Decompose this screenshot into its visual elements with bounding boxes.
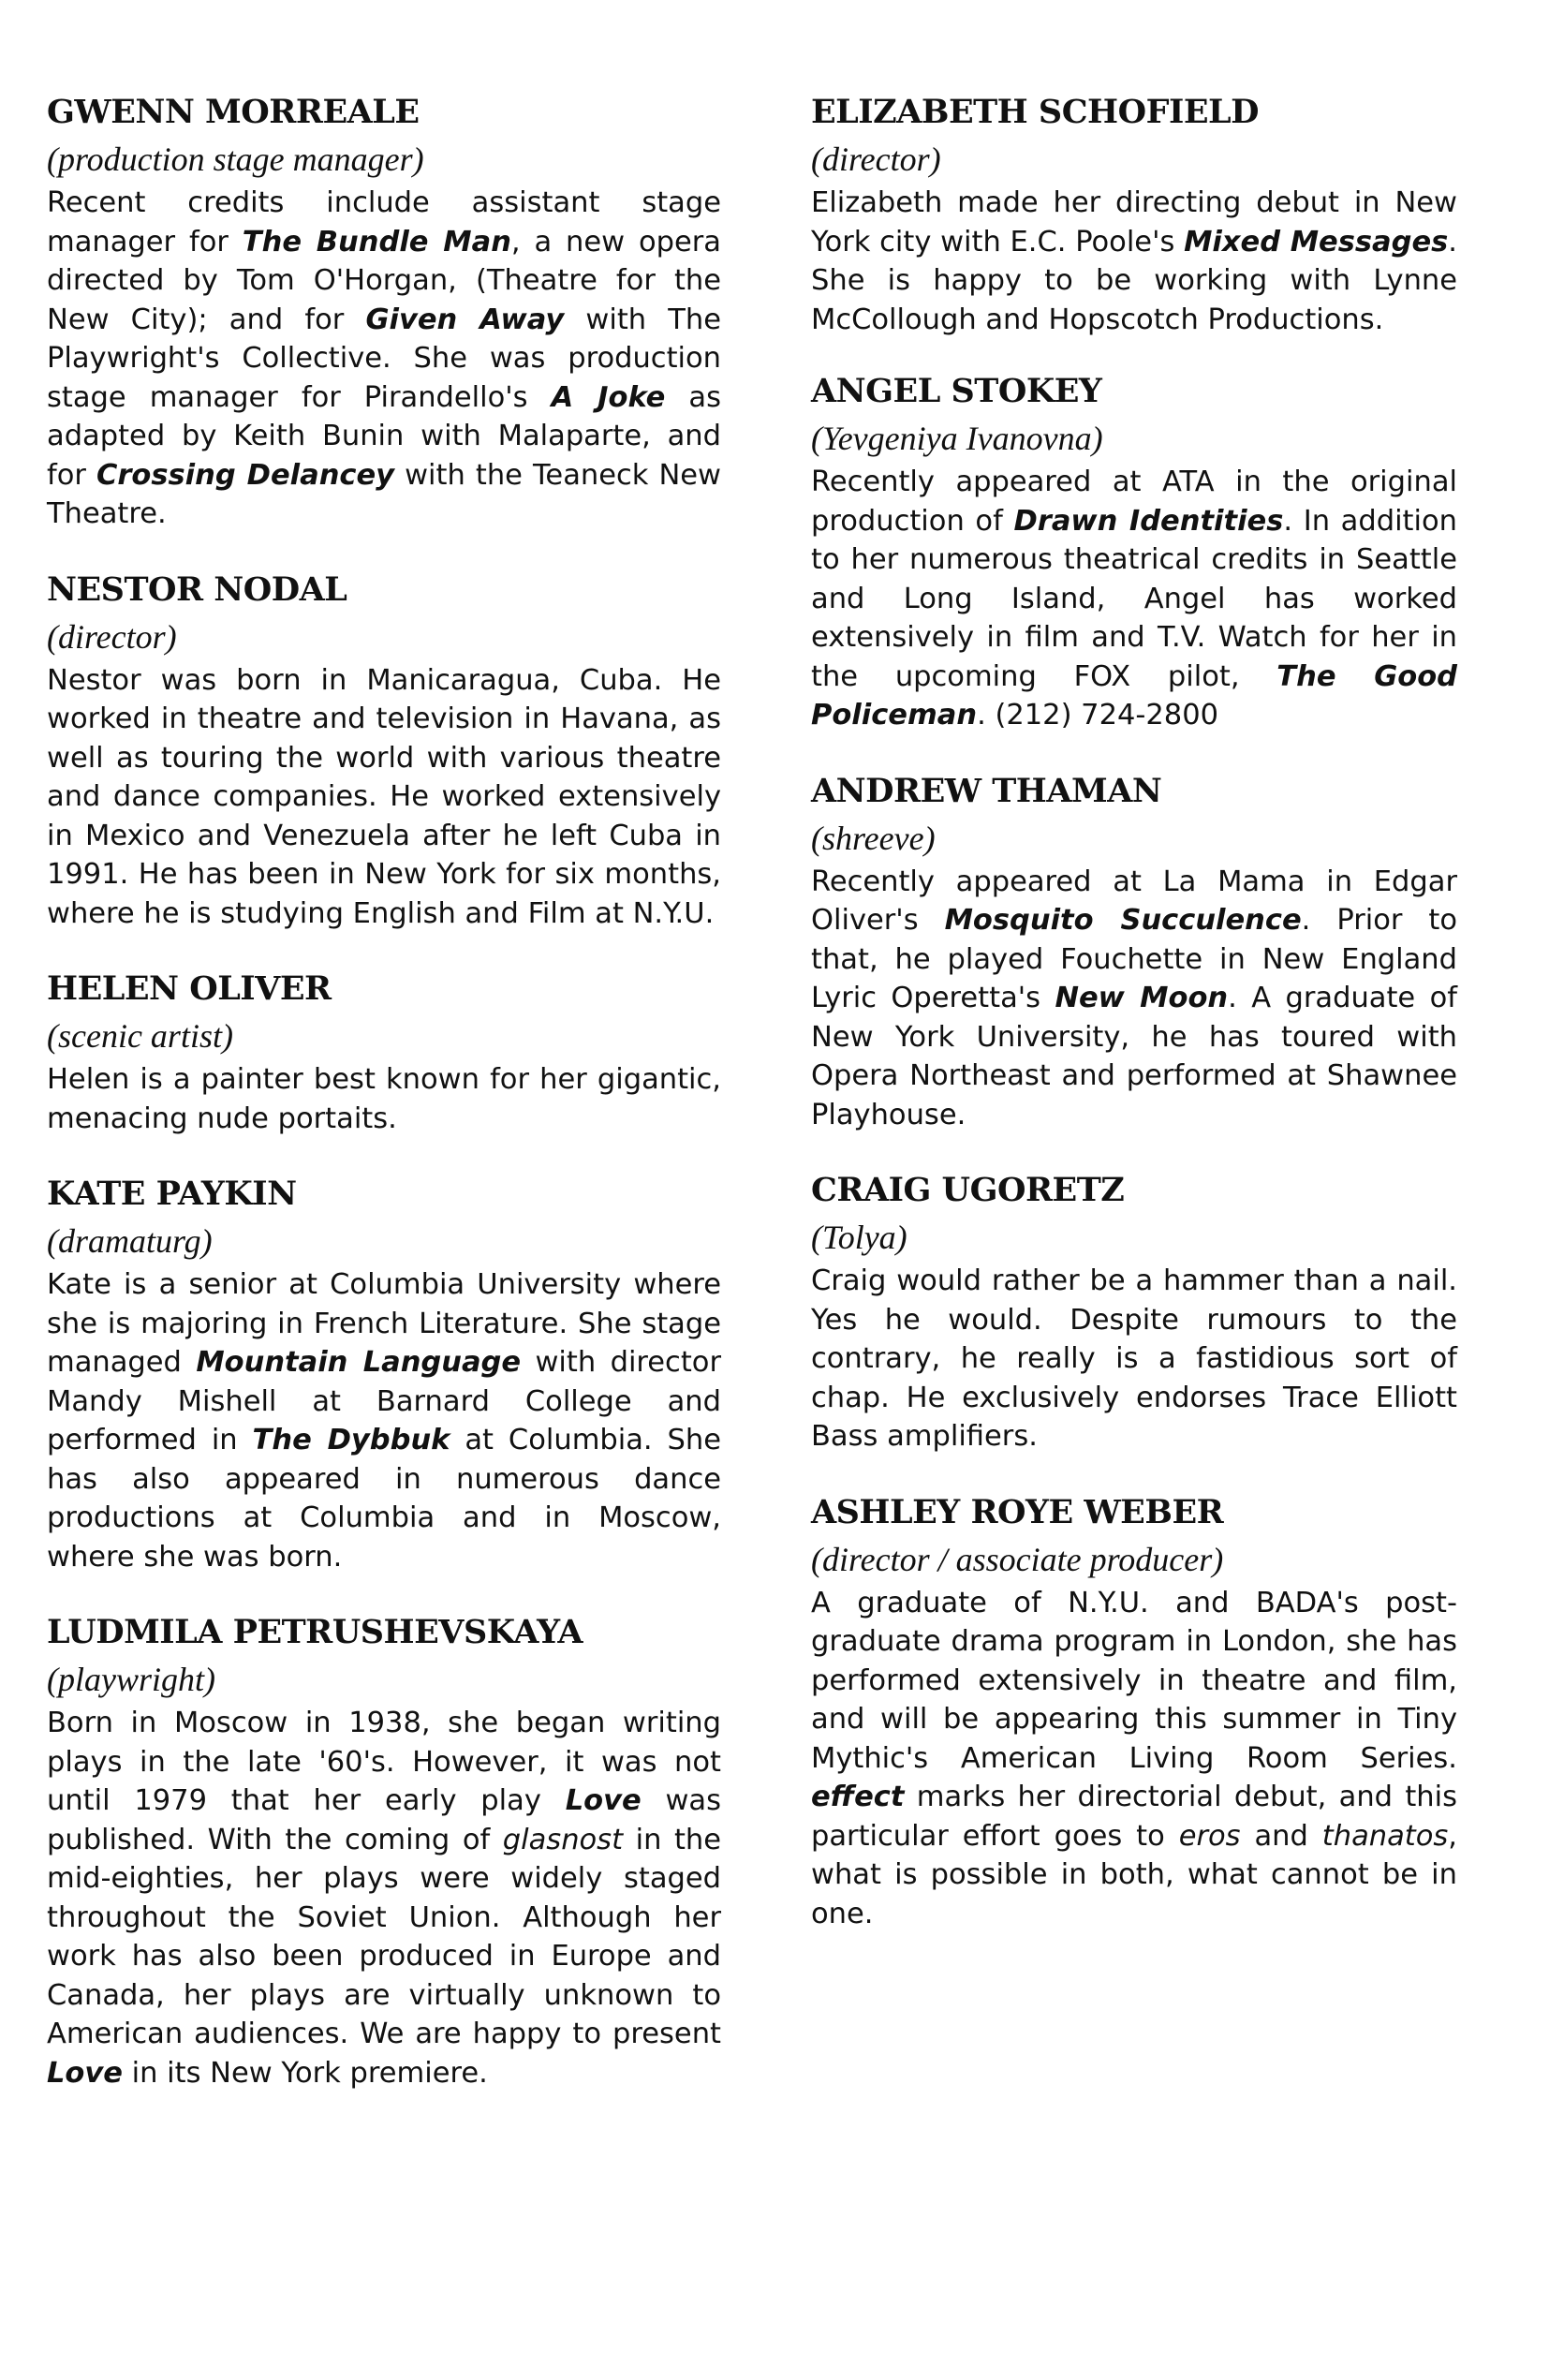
bio-name: HELEN OLIVER	[47, 969, 332, 1008]
bio-text	[811, 184, 1457, 339]
right-column	[811, 94, 1457, 1933]
bio-text	[811, 863, 1457, 1135]
bio-role: (playwright)	[47, 1661, 215, 1698]
bio-kate-paykin	[47, 1175, 721, 1576]
bio-name: KATE PAYKIN	[47, 1175, 297, 1213]
bio-role: (director / associate producer)	[811, 1540, 1224, 1578]
bio-text-run: Recently appeared at ATA in the original production of	[811, 466, 1457, 538]
left-column	[47, 94, 721, 2092]
bio-text-run: in its New York premiere.	[122, 2056, 488, 2090]
work-title: A Joke	[551, 380, 666, 414]
bio-text-run: at Columbia. She has also appeared in numerous dance productions at Columbia and in Moscow, where she was born.	[47, 1424, 721, 1574]
bio-helen-oliver	[47, 970, 721, 1138]
bio-role: (Yevgeniya Ivanovna)	[811, 420, 1103, 457]
bio-role: (shreeve)	[811, 819, 936, 857]
bio-text-run: Craig would rather be a hammer than a nail. Yes he would. Despite rumours to the contrary, he really is a fastidious sort of chap. He exclusively endorses Trace Elliott Bass amplifiers.	[811, 1264, 1457, 1453]
work-title: The Good Policeman	[811, 659, 1457, 732]
bio-text	[811, 463, 1457, 735]
bio-text-run: Elizabeth made her directing debut in New York city with E.C. Poole's	[811, 186, 1457, 259]
bio-text	[47, 661, 721, 934]
bio-text-run: with the Teaneck New Theatre.	[47, 458, 721, 530]
work-title: Mixed Messages	[1184, 225, 1449, 259]
bio-text-run: Kate is a senior at Columbia University where she is majoring in French Literature. She stage managed	[47, 1268, 721, 1379]
work-title: Given Away	[365, 303, 565, 336]
bio-text	[811, 1584, 1457, 1934]
bio-name: ANGEL STOKEY	[811, 372, 1102, 410]
bio-text-run: . In addition to her numerous theatrical credits in Seattle and Long Island, Angel has worked extensively in film and T.V. Watch for her in the upcoming FOX pilot,	[811, 504, 1457, 693]
italic-term: glasnost	[502, 1823, 624, 1856]
work-title: effect	[811, 1781, 905, 1813]
bio-name: NESTOR NODAL	[47, 569, 347, 609]
bio-nestor-nodal	[47, 571, 721, 934]
bio-text-run: A graduate of N.Y.U. and BADA's post-graduate drama program in London, she has performed extensively in theatre and film, and will be appearing this summer in Tiny Mythic's American Living Room Series.	[811, 1586, 1457, 1775]
bio-text-run: Nestor was born in Manicaragua, Cuba. He worked in theatre and television in Havana, as well as touring the world with various theatre and dance companies. He worked extensively in Mexico and Venezuela after he left Cuba in 1991. He has been in New York for six months, where he is studying English and Film at N.Y.U.	[47, 663, 721, 930]
bio-text-run: . Prior to that, he played Fouchette in New England Lyric Operetta's	[811, 904, 1458, 1014]
bio-role: (production stage manager)	[47, 140, 424, 178]
bio-text	[47, 1060, 721, 1138]
bio-name: ELIZABETH SCHOFIELD	[811, 93, 1259, 131]
bio-gwenn-morreale	[47, 94, 721, 534]
bio-text-run: . She is happy to be working with Lynne McCollough and Hopscotch Productions.	[811, 225, 1457, 336]
work-title: Mountain Language	[196, 1346, 522, 1379]
work-title: Love	[47, 2056, 123, 2090]
work-title: The Bundle Man	[242, 225, 511, 259]
italic-term: thanatos	[1321, 1819, 1449, 1853]
bio-role: (director)	[47, 617, 177, 656]
bio-text-run: Helen is a painter best known for her gigantic, menacing nude portaits.	[47, 1063, 721, 1135]
work-title: Crossing Delancey	[96, 458, 395, 492]
work-title: New Moon	[1055, 982, 1229, 1014]
bio-text-run: as adapted by Keith Bunin with Malaparte, and for	[47, 380, 721, 492]
bio-text-run: with The Playwright's Collective. She was production stage manager for Pirandello's	[47, 303, 722, 414]
bio-role: (director)	[811, 140, 941, 178]
bio-text	[47, 1265, 721, 1576]
bio-name: ASHLEY ROYE WEBER	[811, 1492, 1224, 1531]
work-title: Mosquito Succulence	[944, 904, 1302, 937]
italic-term: eros	[1178, 1819, 1241, 1853]
bio-text-run: Recent credits include assistant stage manager for	[47, 186, 721, 259]
bio-elizabeth-schofield	[811, 94, 1457, 339]
bio-role: (scenic artist)	[47, 1017, 233, 1055]
bio-text-run: with director Mandy Mishell at Barnard College and performed in	[47, 1346, 721, 1456]
bio-text	[47, 1704, 721, 2092]
bio-role: (Tolya)	[811, 1219, 907, 1256]
bio-text-run: was published. With the coming of	[47, 1784, 721, 1856]
bio-text-run: marks her directorial debut, and this particular effort goes to	[811, 1781, 1457, 1853]
bio-text-run: Born in Moscow in 1938, she began writing plays in the late '60's. However, it was not until 1979 that her early play	[47, 1707, 721, 1817]
bio-name: LUDMILA PETRUSHEVSKAYA	[47, 1613, 583, 1651]
bio-craig-ugoretz	[811, 1172, 1457, 1456]
bio-text	[811, 1262, 1457, 1456]
bio-andrew-thaman	[811, 773, 1457, 1135]
bio-name: CRAIG UGORETZ	[811, 1171, 1125, 1209]
bio-ashley-roye-weber	[811, 1494, 1457, 1934]
work-title: The Dybbuk	[252, 1424, 450, 1456]
bio-angel-stokey	[811, 373, 1457, 735]
work-title: Drawn Identities	[1013, 504, 1284, 538]
work-title: Love	[565, 1784, 642, 1817]
bio-text-run: and	[1240, 1819, 1322, 1853]
bio-text-run: , what is possible in both, what cannot be in one.	[811, 1819, 1457, 1930]
bio-name: ANDREW THAMAN	[811, 771, 1162, 810]
bio-name: GWENN MORREALE	[47, 93, 420, 131]
bio-text	[47, 184, 721, 534]
bio-text-run: . (212) 724-2800	[977, 699, 1219, 732]
bio-text-run: Recently appeared at La Mama in Edgar Oliver's	[811, 865, 1457, 937]
bio-ludmila-petrushevskaya	[47, 1614, 721, 2092]
bio-role: (dramaturg)	[47, 1222, 213, 1260]
bio-text-run: in the mid-eighties, her plays were widely staged throughout the Soviet Union. Although her work has also been produced in Europe and Canada, her plays are virtually unknown to American audiences. We are happy to present	[47, 1823, 721, 2050]
bio-text-run: , a new opera directed by Tom O'Horgan, (Theatre for the New City); and for	[47, 225, 721, 336]
bio-text-run: . A graduate of New York University, he has toured with Opera Northeast and performed at Shawnee Playhouse.	[811, 982, 1457, 1131]
